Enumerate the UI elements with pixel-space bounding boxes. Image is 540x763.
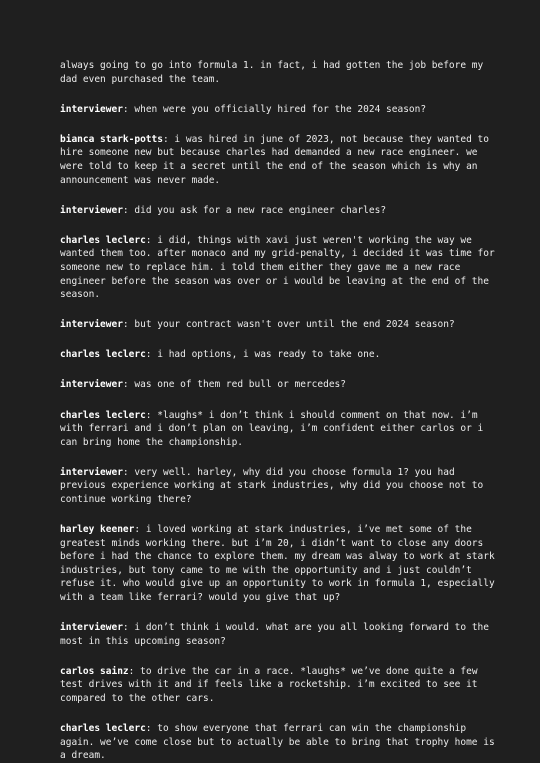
speaker-separator: : — [122, 622, 135, 634]
speaker-name: interviewer — [60, 319, 123, 331]
transcript-paragraph — [60, 378, 500, 392]
speaker-name: interviewer — [60, 379, 123, 391]
transcript-paragraph — [60, 466, 500, 507]
transcript-paragraph — [60, 348, 500, 362]
paragraph-text: when were you officially hired for the 2024 season? — [134, 103, 427, 115]
paragraph-text: i had options, i was ready to take one. — [157, 349, 381, 361]
speaker-name: harley keener — [60, 524, 135, 536]
paragraph-text: i was hired in june of 2023, not because they wanted to hire someone new but because charles had demanded a new race engineer. we were told to keep it a secret until the end of the season which is why an announcement was never made. — [60, 133, 489, 186]
speaker-separator: : — [134, 524, 146, 536]
paragraph-text: to drive the car in a race. *laughs* we’ve done quite a few test drives with it and if feels like a rocketship. i’m excited to see it compared to the other cars. — [60, 665, 478, 704]
speaker-separator: : — [122, 204, 135, 216]
speaker-separator: : — [145, 234, 158, 246]
speaker-separator: : — [145, 349, 158, 361]
speaker-separator: : — [145, 723, 158, 735]
paragraph-text: very well. harley, why did you choose formula 1? you had previous experience working at stark industries, why did you choose not to continue working there? — [60, 466, 484, 505]
speaker-name: interviewer — [60, 466, 123, 478]
speaker-separator: : — [122, 103, 135, 115]
paragraph-text: i loved working at stark industries, i’ve met some of the greatest minds working there. but i’m 20, i didn’t want to close any doors before i had the chance to explore them. my dream was alway to work at stark industries, but tony came to me with the opportunity and i just couldn’t refuse it. who would give up an opportunity to work in formula 1, especially with a team like ferrari? would you give that up? — [60, 524, 495, 604]
speaker-name: charles leclerc — [60, 723, 146, 735]
paragraph-text: was one of them red bull or mercedes? — [134, 379, 346, 391]
transcript-paragraph — [60, 318, 500, 332]
speaker-name: charles leclerc — [60, 409, 146, 421]
speaker-separator: : — [128, 665, 141, 677]
speaker-name: interviewer — [60, 204, 123, 216]
speaker-separator: : — [122, 319, 135, 331]
paragraph-text: to show everyone that ferrari can win the championship again. we’ve come close but to actually be able to bring that trophy home is a dream. — [60, 723, 495, 762]
transcript-paragraph — [60, 523, 500, 605]
paragraph-text: always going to go into formula 1. in fact, i had gotten the job before my dad even purchased the team. — [60, 60, 484, 85]
transcript-paragraph — [60, 133, 500, 187]
speaker-separator: : — [122, 466, 135, 478]
transcript-paragraph — [60, 722, 500, 763]
paragraph-text: i did, things with xavi just weren't working the way we wanted them too. after monaco and my grid-penalty, i decided it was time for someone new to replace him. i told them either they gave me a new race engineer before the season was over or i would be leaving at the end of the season. — [60, 234, 495, 301]
speaker-separator: : — [122, 379, 135, 391]
transcript-paragraph — [60, 204, 500, 218]
transcript-paragraph — [60, 103, 500, 117]
speaker-name: carlos sainz — [60, 665, 129, 677]
speaker-name: bianca stark-potts — [60, 133, 163, 145]
speaker-name: interviewer — [60, 622, 123, 634]
speaker-name: interviewer — [60, 103, 123, 115]
speaker-separator: : — [145, 409, 158, 421]
transcript-paragraph — [60, 59, 500, 86]
speaker-separator: : — [162, 133, 175, 145]
transcript-paragraph — [60, 621, 500, 648]
speaker-name: charles leclerc — [60, 349, 146, 361]
paragraph-text: but your contract wasn't over until the end 2024 season? — [134, 319, 455, 331]
transcript-paragraph — [60, 409, 500, 450]
paragraph-text: i don’t think i would. what are you all looking forward to the most in this upcoming season? — [60, 622, 489, 647]
paragraph-text: did you ask for a new race engineer charles? — [134, 204, 387, 216]
speaker-name: charles leclerc — [60, 234, 146, 246]
paragraph-text: *laughs* i don’t think i should comment on that now. i’m with ferrari and i don’t plan on leaving, i’m confident either carlos or i can bring home the championship. — [60, 409, 484, 448]
transcript-paragraph — [60, 665, 500, 706]
transcript-paragraph — [60, 234, 500, 302]
